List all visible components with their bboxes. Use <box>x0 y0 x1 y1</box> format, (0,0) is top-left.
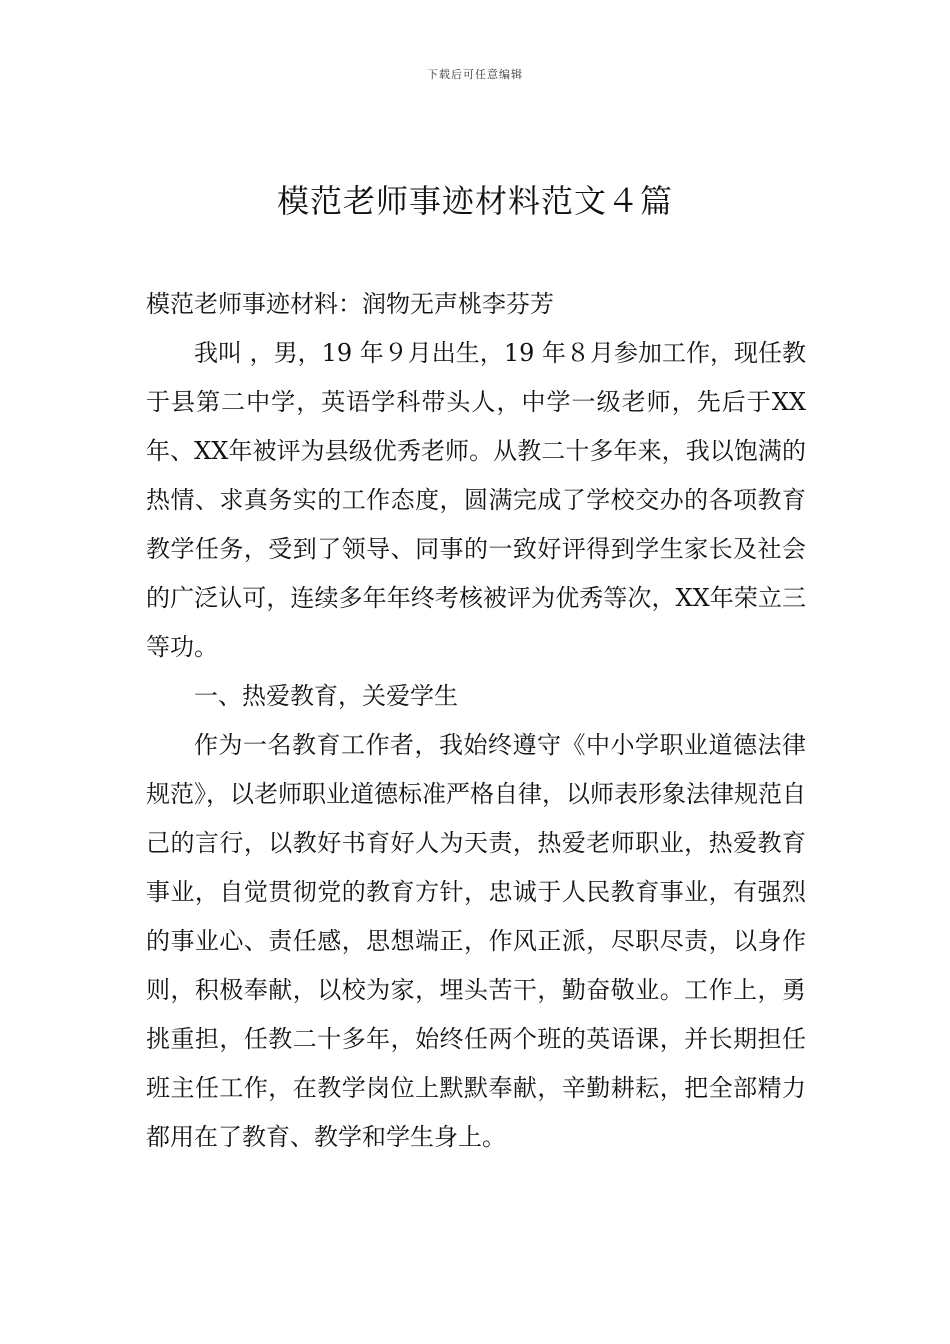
document-subtitle: 模范老师事迹材料：润物无声桃李芬芳 <box>146 290 554 318</box>
header-note: 下载后可任意编辑 <box>427 68 523 81</box>
document-body <box>146 280 806 1162</box>
document-title: 模范老师事迹材料范文４篇 <box>276 182 673 220</box>
intro-paragraph: 我叫 ，男，19 年９月出生，19 年８月参加工作，现任教于县第二中学，英语学科带头人，中学一级老师，先后于XX年、XX年被评为县级优秀老师。从教二十多年来，我以饱满的热情、求真务实的工作态度，圆满完成了学校交办的各项教育教学任务，受到了领导、同事的一致好评得到学生家长及社会的广泛认可，连续多年年终考核被评为优秀等次，XX年荣立三等功。 <box>146 339 806 661</box>
section-paragraph: 作为一名教育工作者，我始终遵守《中小学职业道德法律规范》，以老师职业道德标准严格自律，以师表形象法律规范自己的言行，以教好书育好人为天责，热爱老师职业，热爱教育事业，自觉贯彻党的教育方针，忠诚于人民教育事业，有强烈的事业心、责任感，思想端正，作风正派，尽职尽责，以身作则，积极奉献，以校为家，埋头苦干，勤奋敬业。工作上，勇挑重担，任教二十多年，始终任两个班的英语课，并长期担任班主任工作，在教学岗位上默默奉献，辛勤耕耘，把全部精力都用在了教育、教学和学生身上。 <box>146 731 806 1151</box>
section-heading: 一、热爱教育，关爱学生 <box>194 682 458 710</box>
